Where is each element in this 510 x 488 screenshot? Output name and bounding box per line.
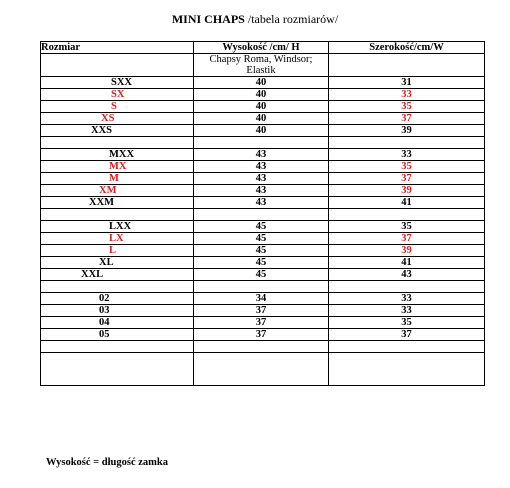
table-row <box>41 221 485 233</box>
size-table-body <box>41 42 485 386</box>
size-cell: L <box>41 245 194 257</box>
empty-cell <box>41 137 194 149</box>
size-cell: SXX <box>41 77 194 89</box>
height-cell: 37 <box>194 317 329 329</box>
size-cell: S <box>41 101 194 113</box>
size-table <box>40 41 485 386</box>
width-cell: 33 <box>329 89 485 101</box>
width-cell: 37 <box>329 113 485 125</box>
empty-cell <box>194 209 329 221</box>
empty-row <box>41 137 485 149</box>
table-row <box>41 149 485 161</box>
height-cell: 43 <box>194 149 329 161</box>
table-row <box>41 293 485 305</box>
size-cell: 02 <box>41 293 194 305</box>
height-cell: 45 <box>194 269 329 281</box>
table-row <box>41 89 485 101</box>
height-cell: 43 <box>194 161 329 173</box>
width-cell: 35 <box>329 161 485 173</box>
table-row <box>41 77 485 89</box>
width-cell: 43 <box>329 269 485 281</box>
height-cell: 45 <box>194 233 329 245</box>
empty-cell <box>41 353 194 386</box>
height-cell: 45 <box>194 221 329 233</box>
table-row <box>41 317 485 329</box>
table-row <box>41 101 485 113</box>
table-row <box>41 245 485 257</box>
empty-cell <box>194 341 329 353</box>
table-row <box>41 161 485 173</box>
subheader-line-1: Chapsy Roma, Windsor; <box>209 54 313 65</box>
width-cell: 35 <box>329 101 485 113</box>
footer-note: Wysokość = długość zamka <box>46 457 168 468</box>
empty-cell <box>329 341 485 353</box>
height-cell: 40 <box>194 125 329 137</box>
size-cell: XM <box>41 185 194 197</box>
empty-cell <box>329 353 485 386</box>
table-row <box>41 233 485 245</box>
width-cell: 39 <box>329 185 485 197</box>
width-cell: 35 <box>329 221 485 233</box>
title-bold: MINI CHAPS <box>171 12 245 26</box>
empty-cell <box>194 353 329 386</box>
empty-cell <box>41 209 194 221</box>
title-rest: /tabela rozmiarów/ <box>244 12 339 26</box>
size-cell: XS <box>41 113 194 125</box>
empty-cell <box>194 281 329 293</box>
subheader-empty-2 <box>329 54 485 77</box>
empty-cell <box>41 281 194 293</box>
table-row <box>41 125 485 137</box>
size-cell: M <box>41 173 194 185</box>
header-height: Wysokość /cm/ H <box>194 42 329 54</box>
size-cell: XXL <box>41 269 194 281</box>
width-cell: 39 <box>329 245 485 257</box>
height-cell: 43 <box>194 185 329 197</box>
size-cell: LXX <box>41 221 194 233</box>
size-cell: XXS <box>41 125 194 137</box>
table-row <box>41 257 485 269</box>
table-title <box>0 12 510 26</box>
table-row <box>41 197 485 209</box>
width-cell: 41 <box>329 197 485 209</box>
width-cell: 33 <box>329 293 485 305</box>
size-cell: XL <box>41 257 194 269</box>
subheader-product <box>194 54 329 77</box>
empty-row <box>41 209 485 221</box>
empty-cell <box>329 281 485 293</box>
size-cell: MX <box>41 161 194 173</box>
empty-cell <box>329 137 485 149</box>
height-cell: 37 <box>194 329 329 341</box>
height-cell: 45 <box>194 257 329 269</box>
height-cell: 45 <box>194 245 329 257</box>
width-cell: 31 <box>329 77 485 89</box>
empty-cell <box>329 209 485 221</box>
table-row <box>41 173 485 185</box>
size-cell: 03 <box>41 305 194 317</box>
subheader-row <box>41 54 485 77</box>
height-cell: 43 <box>194 197 329 209</box>
empty-row <box>41 281 485 293</box>
empty-row <box>41 341 485 353</box>
height-cell: 40 <box>194 113 329 125</box>
size-cell: MXX <box>41 149 194 161</box>
height-cell: 40 <box>194 77 329 89</box>
table-row <box>41 269 485 281</box>
height-cell: 34 <box>194 293 329 305</box>
header-row <box>41 42 485 54</box>
empty-row-tall <box>41 353 485 386</box>
size-cell: 04 <box>41 317 194 329</box>
width-cell: 37 <box>329 173 485 185</box>
height-cell: 40 <box>194 89 329 101</box>
table-row <box>41 305 485 317</box>
size-cell: SX <box>41 89 194 101</box>
width-cell: 33 <box>329 149 485 161</box>
size-cell: 05 <box>41 329 194 341</box>
table-row <box>41 329 485 341</box>
width-cell: 33 <box>329 305 485 317</box>
header-width: Szerokość/cm/W <box>329 42 485 54</box>
size-cell: XXM <box>41 197 194 209</box>
width-cell: 39 <box>329 125 485 137</box>
header-size: Rozmiar <box>41 42 194 54</box>
subheader-empty-1 <box>41 54 194 77</box>
subheader-line-2: Elastik <box>246 65 276 76</box>
empty-cell <box>41 341 194 353</box>
table-row <box>41 113 485 125</box>
size-cell: LX <box>41 233 194 245</box>
width-cell: 37 <box>329 233 485 245</box>
table-row <box>41 185 485 197</box>
width-cell: 41 <box>329 257 485 269</box>
height-cell: 43 <box>194 173 329 185</box>
width-cell: 37 <box>329 329 485 341</box>
height-cell: 37 <box>194 305 329 317</box>
empty-cell <box>194 137 329 149</box>
width-cell: 35 <box>329 317 485 329</box>
height-cell: 40 <box>194 101 329 113</box>
